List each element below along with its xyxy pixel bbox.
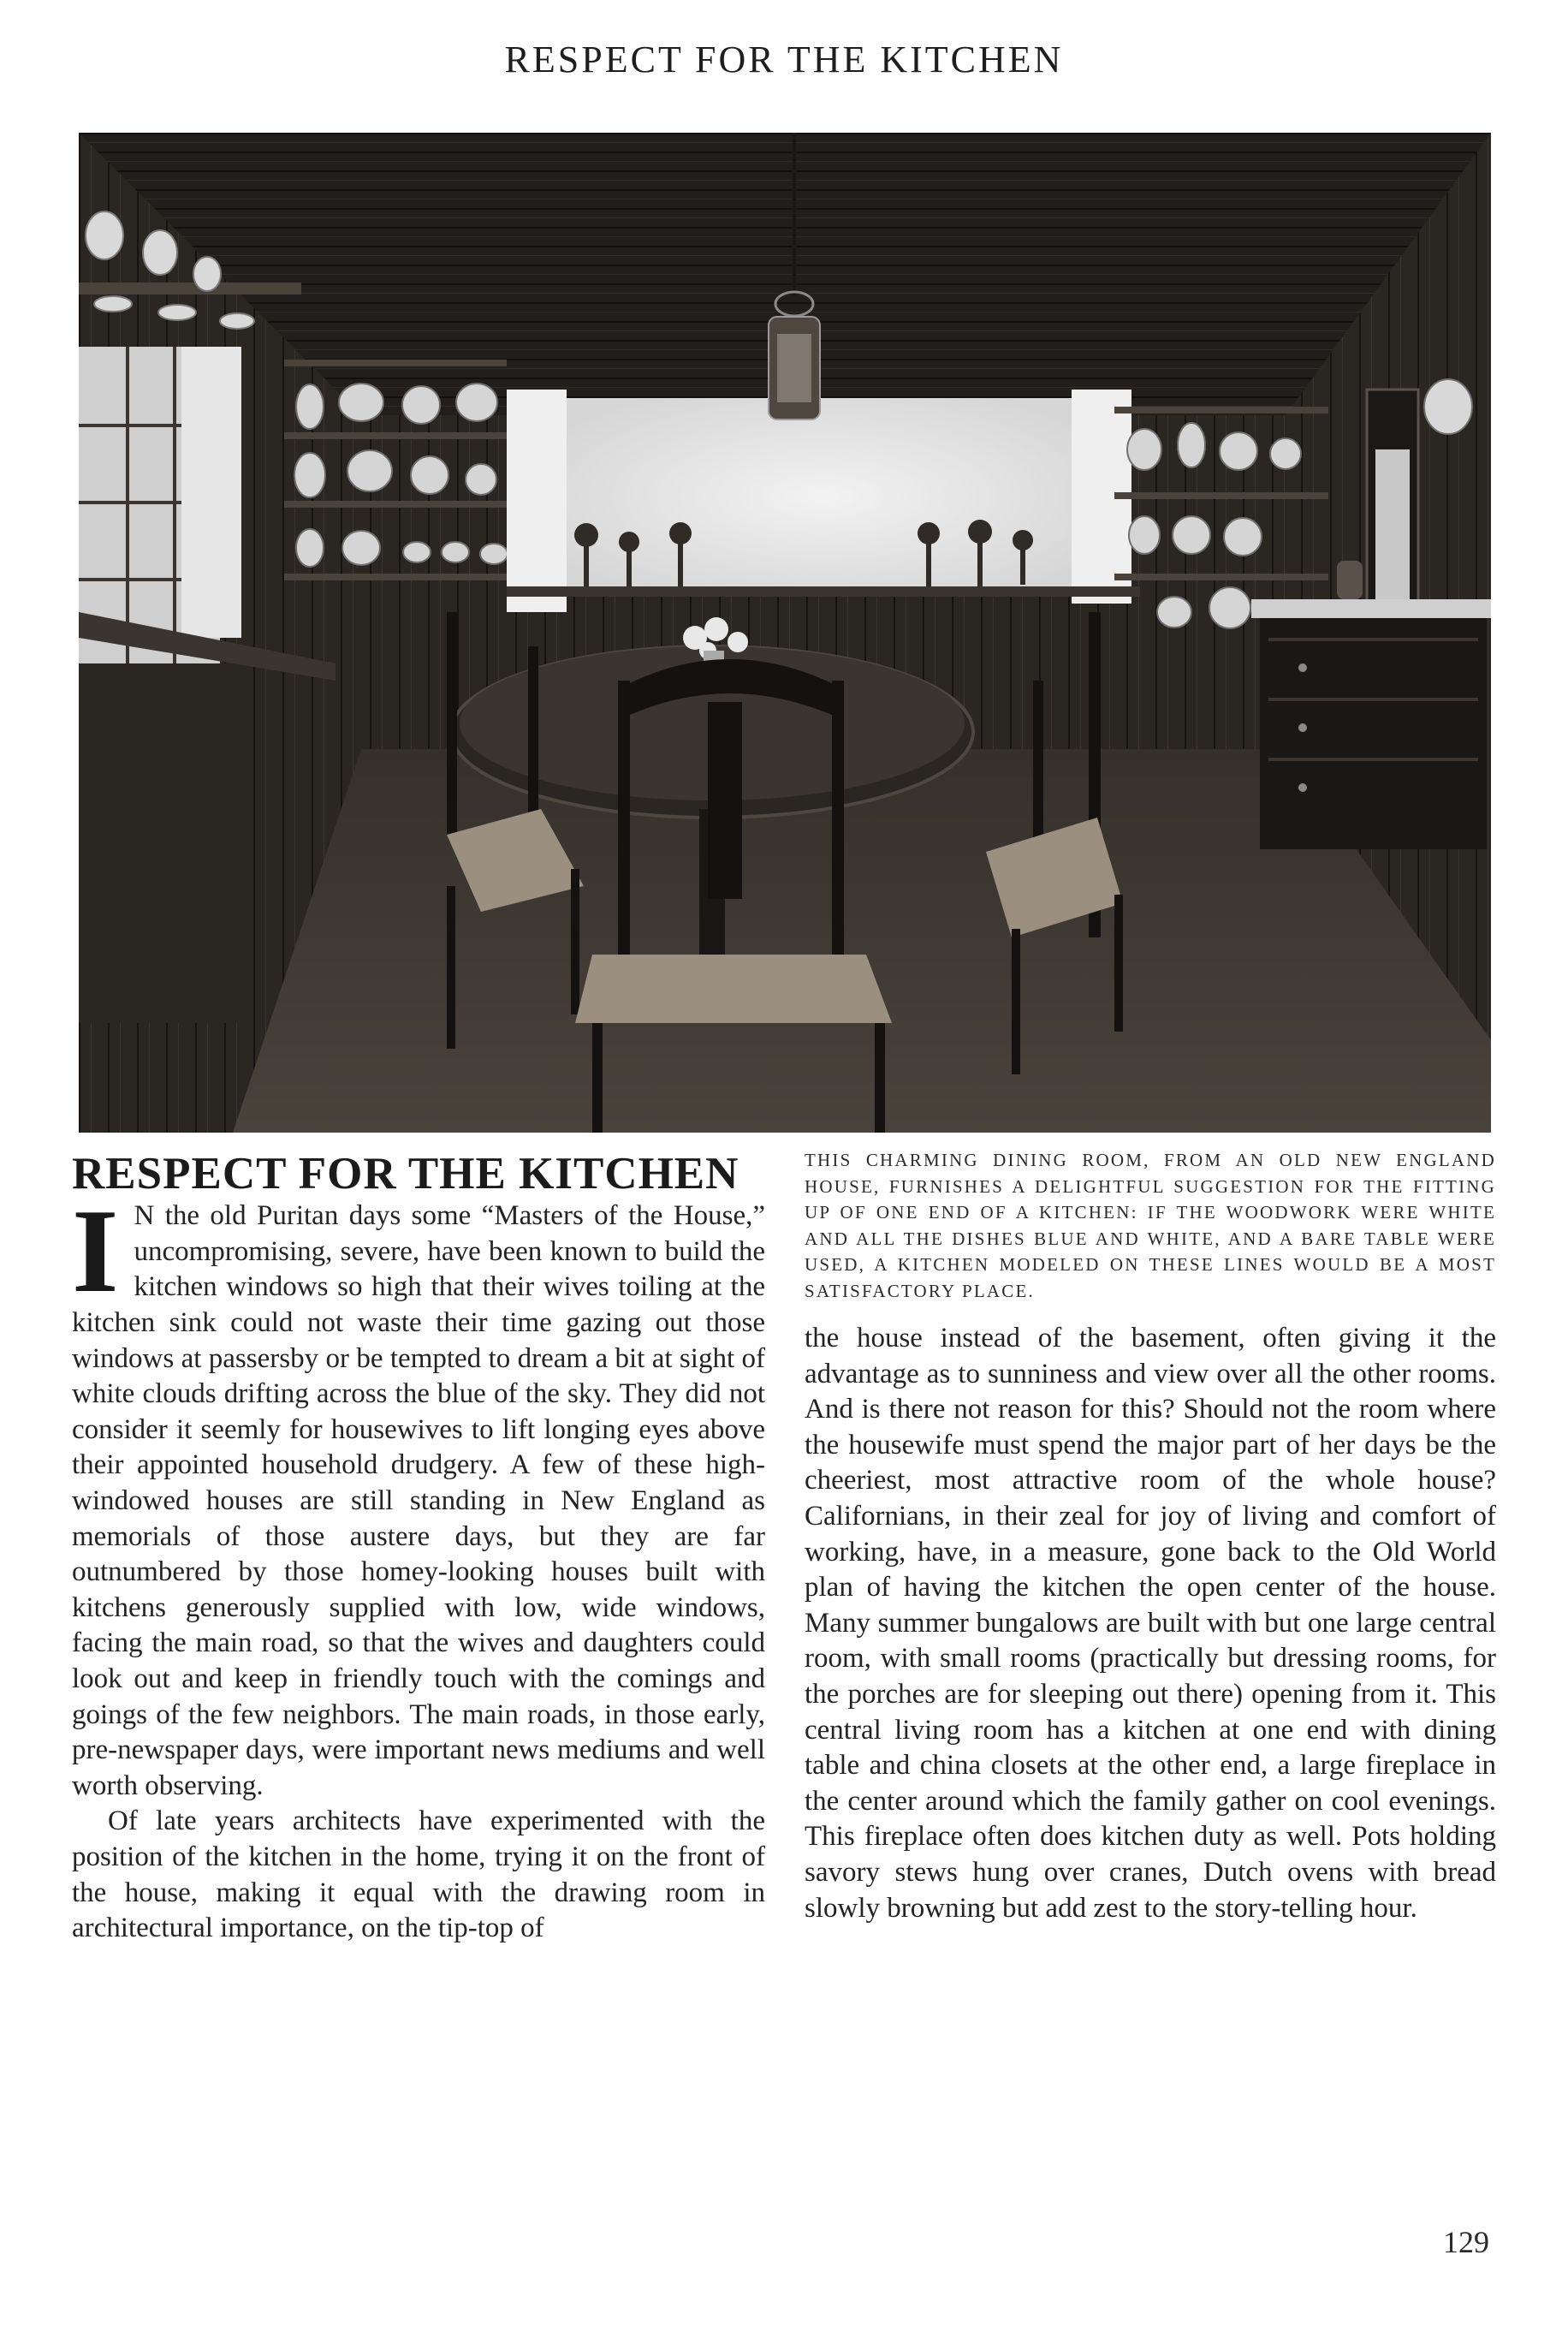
- right-column: [805, 1147, 1496, 1926]
- photo-caption: THIS CHARMING DINING ROOM, FROM AN OLD NEW ENGLAND HOUSE, FURNISHES A DELIGHTFUL SUGGESTION FOR THE FITTING UP OF ONE END OF A KITCHEN: IF THE WOODWORK WERE WHITE AND ALL THE DISHES BLUE AND WHITE, AND A BARE TABLE WERE USED, A KITCHEN MODELED ON THESE LINES WOULD BE A MOST SATISFACTORY PLACE.: [805, 1150, 1496, 1301]
- bench: [79, 663, 250, 1023]
- paragraph-2: Of late years architects have experimented with the position of the kitchen in the home, trying it on the front of the house, making it equal with the drawing room in architectural importance, on the tip-top of: [72, 1805, 765, 1944]
- left-column: [72, 1147, 765, 1947]
- paragraph-1: [72, 1185, 765, 1804]
- left-window: [79, 347, 241, 663]
- article-title: RESPECT FOR THE KITCHEN: [72, 1149, 739, 1199]
- dining-room-photo: [79, 133, 1491, 1133]
- back-window: [507, 390, 1140, 612]
- paragraph-2-continued: the house instead of the basement, often giving it the advantage as to sunniness and view over all the other rooms. And is there not reason for this? Should not the room where the housewife must spend the major part of her days be the cheeriest, most attractive room of the whole house? Californians, in their zeal for joy of living and comfort of working, have, in a measure, gone back to the Old World plan of having the kitchen the open center of the house. Many summer bungalows are built with but one large central room, with small rooms (practically but dressing rooms, for the porches are for sleeping out there) opening from it. This central living room has a kitchen at one end with dining table and china closets at the other end, a large fireplace in the center around which the family gather on cool evenings. This fireplace often does kitchen duty as well. Pots holding savory stews hung over cranes, Dutch ovens with bread slowly browning but add zest to the story-telling hour.: [805, 1323, 1496, 1924]
- chest-of-drawers: [1251, 561, 1491, 849]
- paragraph-1-text: N the old Puritan days some “Masters of the House,” uncompromising, severe, have been known to build the kitchen windows so high that their wives toiling at the kitchen sink could not waste their time gazing out those windows at passersby or be tempted to dream a bit at sight of white clouds drifting across the blue of the sky. They did not consider it seemly for housewives to lift longing eyes above their appointed household drudgery. A few of these high-windowed houses are still standing in New England as memorials of those austere days, but they are far outnumbered by those homey-looking houses built with kitchens generously supplied with low, wide windows, facing the main road, so that the wives and daughters could look out and keep in friendly touch with the comings and goings of the few neighbors. The main roads, in those early, pre-newspaper days, were important news mediums and well worth observing.: [72, 1200, 765, 1801]
- page-number: 129: [1443, 2225, 1489, 2259]
- drop-cap: I: [72, 1185, 119, 1318]
- running-title: RESPECT FOR THE KITCHEN: [504, 39, 1064, 80]
